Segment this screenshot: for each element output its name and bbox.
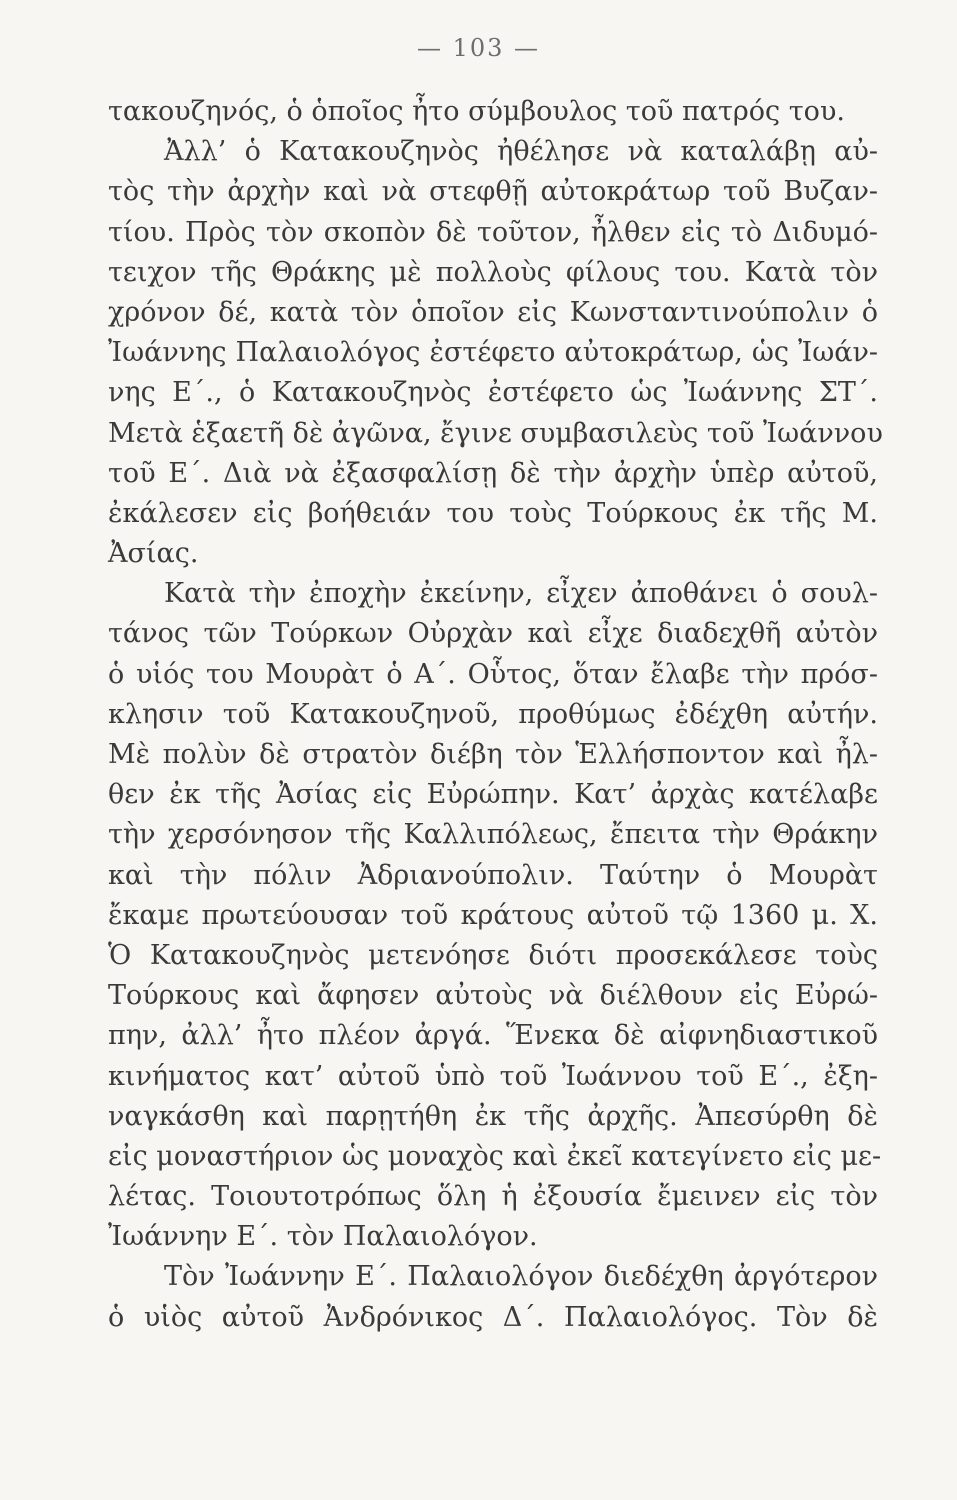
text-line: τὸς τὴν ἀρχὴν καὶ νὰ στεφθῇ αὐτοκράτωρ τοῦ Βυζαν- [108, 176, 878, 208]
body-text [108, 92, 883, 1338]
text-line: Ὁ Κατακουζηνὸς μετενόησε διότι προσεκάλεσε τοὺς [108, 939, 878, 971]
text-line: τειχον τῆς Θράκης μὲ πολλοὺς φίλους του. Κατὰ τὸν [108, 256, 878, 288]
text-line: τάνος τῶν Τούρκων Οὐρχὰν καὶ εἶχε διαδεχθῆ αὐτὸν [108, 618, 878, 650]
text-line: Ἀσίας. [108, 538, 199, 570]
text-line: κλησιν τοῦ Κατακουζηνοῦ, προθύμως ἐδέχθη αὐτήν. [108, 698, 878, 730]
text-line: τοῦ Ε΄. Διὰ νὰ ἐξασφαλίσῃ δὲ τὴν ἀρχὴν ὑπὲρ αὐτοῦ, [108, 457, 878, 489]
text-line: ἔκαμε πρωτεύουσαν τοῦ κράτους αὐτοῦ τῷ 1360 μ. Χ. [108, 899, 878, 931]
text-line: Τούρκους καὶ ἄφησεν αὐτοὺς νὰ διέλθουν εἰς Εὐρώ- [108, 980, 878, 1012]
text-line: καὶ τὴν πόλιν Ἀδριανούπολιν. Ταύτην ὁ Μουρὰτ [108, 859, 878, 891]
text-line: κινήματος κατ’ αὐτοῦ ὑπὸ τοῦ Ἰωάννου τοῦ Ε΄., ἐξη- [108, 1060, 878, 1092]
text-line: Ἰωάννης Παλαιολόγος ἐστέφετο αὐτοκράτωρ, ὡς Ἰωάν- [108, 337, 878, 369]
text-line: τὴν χερσόνησον τῆς Καλλιπόλεως, ἔπειτα τὴν Θράκην [108, 819, 878, 851]
text-line: νης Ε΄., ὁ Κατακουζηνὸς ἐστέφετο ὡς Ἰωάννης ΣΤ΄. [108, 377, 878, 409]
text-line: ὁ υἱός του Μουρὰτ ὁ Α΄. Οὗτος, ὅταν ἔλαβε τὴν πρόσ- [108, 658, 878, 690]
text-line: ναγκάσθη καὶ παρῃτήθη ἐκ τῆς ἀρχῆς. Ἀπεσύρθη δὲ [108, 1100, 878, 1132]
text-line: Τὸν Ἰωάννην Ε΄. Παλαιολόγον διεδέχθη ἀργότερον [164, 1261, 878, 1293]
text-line: Μὲ πολὺν δὲ στρατὸν διέβη τὸν Ἑλλήσποντον καὶ ἦλ- [108, 739, 878, 770]
text-line: Κατὰ τὴν ἐποχὴν ἐκείνην, εἶχεν ἀποθάνει ὁ σουλ- [164, 578, 878, 610]
text-line: Μετὰ ἑξαετῆ δὲ ἀγῶνα, ἔγινε συμβασιλεὺς τοῦ Ἰωάννου [108, 417, 883, 449]
text-line: τίου. Πρὸς τὸν σκοπὸν δὲ τοῦτον, ἦλθεν εἰς τὸ Διδυμό- [108, 216, 878, 248]
text-line: ὁ υἱὸς αὐτοῦ Ἀνδρόνικος Δ΄. Παλαιολόγος. Τὸν δὲ [108, 1301, 878, 1333]
text-line: Ἰωάννην Ε΄. τὸν Παλαιολόγον. [108, 1221, 538, 1253]
text-line: πην, ἀλλ’ ἦτο πλέον ἀργά. Ἕνεκα δὲ αἰφνηδιαστικοῦ [108, 1020, 878, 1052]
text-line: Ἀλλ’ ὁ Κατακουζηνὸς ἠθέλησε νὰ καταλάβῃ αὐ- [164, 136, 878, 168]
text-line: χρόνον δέ, κατὰ τὸν ὁποῖον εἰς Κωνσταντινούπολιν ὁ [108, 296, 878, 328]
text-line: λέτας. Τοιουτοτρόπως ὅλη ἡ ἐξουσία ἔμεινεν εἰς τὸν [108, 1181, 878, 1213]
text-line: τακουζηνός, ὁ ὁποῖος ἦτο σύμβουλος τοῦ πατρός του. [108, 96, 845, 127]
text-line: θεν ἐκ τῆς Ἀσίας εἰς Εὐρώπην. Κατ’ ἀρχὰς κατέλαβε [108, 779, 878, 811]
text-line: ἐκάλεσεν εἰς βοήθειάν του τοὺς Τούρκους ἐκ τῆς Μ. [108, 497, 878, 529]
text-line: εἰς μοναστήριον ὡς μοναχὸς καὶ ἐκεῖ κατεγίνετο εἰς με- [108, 1140, 882, 1172]
page-number: — 103 — [416, 34, 541, 62]
